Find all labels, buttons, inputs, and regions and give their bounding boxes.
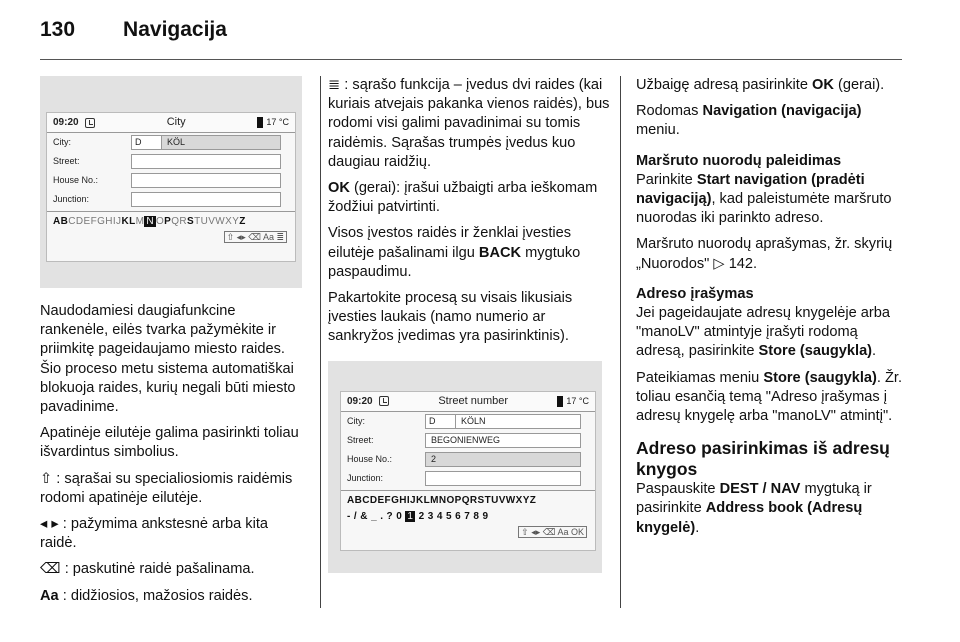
junction-field[interactable] <box>131 192 281 207</box>
junction-row[interactable] <box>47 190 295 209</box>
city-field[interactable] <box>131 135 281 150</box>
house-row[interactable] <box>341 450 595 469</box>
bold-term: Start navigation (pradėti navigaciją) <box>636 171 865 208</box>
junction-value <box>426 472 580 485</box>
house-field[interactable] <box>131 173 281 188</box>
field-label: Street: <box>53 155 80 166</box>
bold-term: OK <box>812 77 834 93</box>
section-heading: Adreso pasirinkimas iš adresų knygos <box>636 438 890 480</box>
key-disabled: CDEFGHIJ <box>68 216 122 227</box>
paragraph <box>40 560 304 579</box>
city-row[interactable] <box>47 133 295 152</box>
clock-time: 09:20 <box>347 395 373 407</box>
key[interactable]: KL <box>121 216 136 227</box>
arrows-icon: ◂ ▸ <box>40 516 59 533</box>
backspace-icon: ⌫ <box>40 561 61 578</box>
key-disabled: QR <box>171 216 188 227</box>
column-divider <box>320 76 321 608</box>
junction-row[interactable] <box>341 469 595 488</box>
temperature: 17 °C <box>566 395 589 406</box>
key-row[interactable]: - / & _ . ? 0 <box>347 510 403 522</box>
paragraph: Apatinėje eilutėje galima pasirinkti toliau išvardintus simbolius. <box>40 425 299 461</box>
junction-value <box>132 193 280 206</box>
key-row[interactable]: ABCDEFGHIJKLMNOPQRSTUVWXYZ <box>347 494 537 506</box>
country-code: D <box>426 415 456 428</box>
column-1 <box>40 76 304 613</box>
text: : sąrašo funkcija – įvedus dvi raides (kai kuriais atvejais pakanka vienos raidės), bus rodomi visi galimi pavadinimai su tomis raidėmis. Sąrašas trumpės įvedus kuo daugiau raidžių. <box>328 77 610 170</box>
paragraph <box>328 224 614 282</box>
text: Užbaigę adresą pasirinkite <box>636 77 808 93</box>
case-icon: Aa <box>40 587 59 604</box>
field-label: City: <box>53 136 71 147</box>
city-value: KÖL <box>162 136 280 149</box>
street-field[interactable] <box>425 433 581 448</box>
section-title: Navigacija <box>123 18 227 41</box>
number-keyboard[interactable] <box>341 509 595 525</box>
column-2 <box>328 76 614 573</box>
street-field[interactable] <box>131 154 281 169</box>
paragraph <box>40 587 304 606</box>
screen-title: City <box>166 115 186 128</box>
shift-icon: ⇧ <box>40 470 53 487</box>
city-row[interactable] <box>341 412 595 431</box>
text: mygtuko paspaudimu. <box>328 244 581 280</box>
screen-title: Street number <box>438 394 509 407</box>
control-keys[interactable] <box>47 230 295 244</box>
house-value <box>132 174 280 187</box>
paragraph <box>636 235 904 273</box>
screenshot-street-number <box>328 361 602 573</box>
street-row[interactable] <box>47 152 295 171</box>
key-disabled: TUVWXY <box>194 216 240 227</box>
text: mygtuką ir pasirinkite <box>636 481 872 517</box>
field-label: City: <box>347 415 365 426</box>
paragraph <box>40 515 304 553</box>
header-rule <box>40 59 902 60</box>
text: . Žr. toliau esančią temą "Adreso įrašymas į adresų knygelę arba "manoLV" atmintį". <box>636 369 903 425</box>
bold-term: Store (saugykla) <box>763 369 877 386</box>
bold-term: Navigation (navigacija) <box>702 103 862 120</box>
paragraph <box>636 171 904 229</box>
text: , kad paleistumėte maršruto nuorodas iki parinkto adreso. <box>636 191 892 227</box>
screenshot-city <box>40 76 302 288</box>
paragraph <box>328 179 614 217</box>
control-key-row[interactable]: ⇧ ◂▸ ⌫ Aa ≣ <box>224 231 287 243</box>
paragraph <box>636 304 904 362</box>
page-ref-icon: ▷ <box>713 255 725 272</box>
paragraph: Naudodamiesi daugiafunkcine rankenėle, eilės tvarka pažymėkite ir priimkitę pageidaujamo miesto raides. Šio proceso metu sistema automatiškai blokuoja raides, kurių negali būti miesto pavadinime. <box>40 303 296 416</box>
text: . <box>695 519 700 536</box>
text: : pažymima ankstesnė arba kita raidė. <box>40 516 268 552</box>
letter-keyboard[interactable] <box>47 214 295 230</box>
paragraph <box>328 76 614 172</box>
paragraph <box>636 102 904 140</box>
phone-icon <box>557 396 563 407</box>
house-value: 2 <box>426 453 580 466</box>
clock-icon <box>379 396 389 406</box>
country-code: D <box>132 136 162 149</box>
control-key-row[interactable]: ⇧ ◂▸ ⌫ Aa OK <box>518 526 587 538</box>
text: Parinkite <box>636 171 693 188</box>
key-disabled: M <box>135 216 145 227</box>
key-selected[interactable]: 1 <box>407 510 414 522</box>
key[interactable]: P <box>164 216 172 227</box>
column-divider <box>620 76 621 608</box>
paragraph: Pakartokite procesą su visais likusiais įvesties laukais (namo numerio ar sankryžos įvedimas yra pasirinktinis). <box>328 290 573 345</box>
field-label: Street: <box>347 434 374 445</box>
clock-time: 09:20 <box>53 116 79 128</box>
text: : paskutinė raidė pašalinama. <box>64 561 255 578</box>
bold-term: Address book (Adresų knygelė) <box>636 500 863 536</box>
city-value: KÖLN <box>461 415 486 426</box>
house-row[interactable] <box>47 171 295 190</box>
text: Maršruto nuorodų aprašymas, žr. skyrių „Nuorodos" <box>636 236 893 272</box>
key[interactable]: Z <box>239 216 246 227</box>
control-keys[interactable] <box>341 525 595 539</box>
street-value: BEGONIENWEG <box>431 434 501 445</box>
text: : didžiosios, mažosios raidės. <box>62 587 253 604</box>
phone-icon <box>257 117 263 128</box>
screen-status-bar <box>47 113 295 133</box>
field-label: Junction: <box>347 472 384 483</box>
field-label: House No.: <box>347 453 393 464</box>
text: : sąrašai su specialiosiomis raidėmis rodomi apatinėje eilutėje. <box>40 470 293 506</box>
nav-screen <box>340 391 596 551</box>
key[interactable]: AB <box>53 216 69 227</box>
nav-screen <box>46 112 296 262</box>
letter-keyboard[interactable] <box>341 493 595 509</box>
clock-icon <box>85 118 95 128</box>
street-value <box>132 155 280 168</box>
column-3 <box>636 76 904 545</box>
page-number: 130 <box>40 18 76 41</box>
paragraph <box>636 369 904 427</box>
key-disabled: O <box>155 216 165 227</box>
bold-term: BACK <box>478 244 522 261</box>
text: Rodomas <box>636 103 699 120</box>
city-field[interactable] <box>425 414 581 429</box>
key-row[interactable]: 2 3 4 5 6 7 8 9 <box>418 510 489 522</box>
bold-term: OK <box>328 180 350 197</box>
text: (gerai). <box>838 77 885 93</box>
key-selected[interactable]: N <box>146 216 154 227</box>
junction-field[interactable] <box>425 471 581 486</box>
divider <box>341 490 595 491</box>
text: Pateikiamas meniu <box>636 369 760 386</box>
text: . <box>872 343 877 360</box>
divider <box>47 211 295 212</box>
street-row[interactable] <box>341 431 595 450</box>
paragraph <box>636 76 904 95</box>
key[interactable]: S <box>187 216 195 227</box>
subheading: Adreso įrašymas <box>636 285 754 302</box>
list-icon: ≣ <box>328 77 341 93</box>
field-label: Junction: <box>53 193 90 204</box>
screen-status-bar <box>341 392 595 412</box>
subheading: Maršruto nuorodų paleidimas <box>636 152 842 169</box>
field-label: House No.: <box>53 174 99 185</box>
text: (gerai): įrašui užbaigti arba ieškomam žodžiui patvirtinti. <box>328 180 598 216</box>
page-reference[interactable]: 142. <box>728 255 758 272</box>
bold-term: DEST / NAV <box>719 481 801 498</box>
house-field[interactable] <box>425 452 581 467</box>
text: Paspauskite <box>636 481 716 498</box>
page-header <box>40 18 227 52</box>
text: Jei pageidaujate adresų knygelėje arba "manoLV" atmintyje įrašyti rodomą adresą, pasirinkite <box>636 305 890 360</box>
paragraph <box>40 470 304 508</box>
text: meniu. <box>636 122 680 139</box>
bold-term: Store (saugykla) <box>758 343 873 360</box>
temperature: 17 °C <box>266 116 289 127</box>
text: Visos įvestos raidės ir ženklai įvesties eilutėje pašalinami ilgu <box>328 225 572 261</box>
paragraph <box>636 480 904 538</box>
